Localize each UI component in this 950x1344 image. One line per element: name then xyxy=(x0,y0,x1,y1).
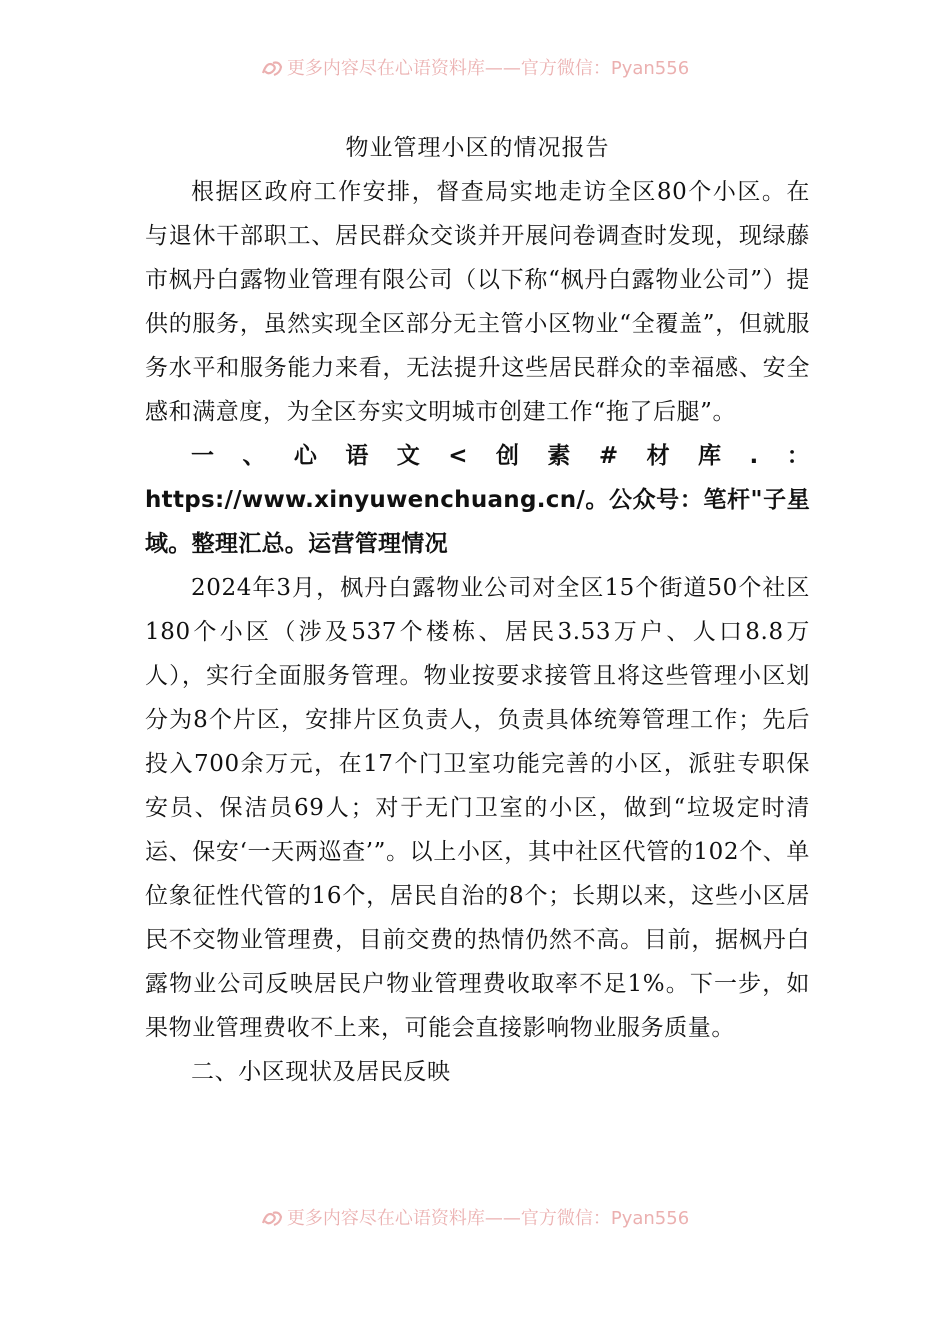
paragraph-intro: 根据区政府工作安排，督查局实地走访全区80个小区。在与退休干部职工、居民群众交谈并开展问卷调查时发现，现绿藤市枫丹白露物业管理有限公司（以下称“枫丹白露物业公司”）提供的服务，虽然实现全区部分无主管小区物业“全覆盖”，但就服务水平和服务能力来看，无法提升这些居民群众的幸福感、安全感和满意度，为全区夯实文明城市创建工作“拖了后腿”。 xyxy=(145,179,810,425)
watermark-header xyxy=(0,58,950,80)
watermark-footer xyxy=(0,1208,950,1230)
watermark-text: 更多内容尽在心语资料库——官方微信：Pyan556 xyxy=(286,1208,690,1229)
watermark-text: 更多内容尽在心语资料库——官方微信：Pyan556 xyxy=(286,58,690,79)
watermark-logo-icon xyxy=(261,59,283,77)
watermark-logo-icon xyxy=(261,1209,283,1227)
section-heading-2: 二、小区现状及居民反映 xyxy=(191,1059,451,1085)
document-title: 物业管理小区的情况报告 xyxy=(345,135,610,161)
paragraph-operations: 2024年3月，枫丹白露物业公司对全区15个街道50个社区180个小区（涉及537个楼栋、居民3.53万户、人口8.8万人），实行全面服务管理。物业按要求接管且将这些管理小区划分为8个片区，安排片区负责人，负责具体统筹管理工作；先后投入700余万元，在17个门卫室功能完善的小区，派驻专职保安员、保洁员69人；对于无门卫室的小区，做到“垃圾定时清运、保安‘一天两巡查’”。以上小区，其中社区代管的102个、单位象征性代管的16个，居民自治的8个；长期以来，这些小区居民不交物业管理费，目前交费的热情仍然不高。目前，据枫丹白露物业公司反映居民户物业管理费收取率不足1%。下一步，如果物业管理费收不上来，可能会直接影响物业服务质量。 xyxy=(145,575,810,1041)
section-heading-1: 一、心语文<创素#材库.：https://www.xinyuwenchuang.cn/。公众号：笔杆"子星域。整理汇总。运营管理情况 xyxy=(145,443,810,557)
document-body xyxy=(145,126,810,1094)
